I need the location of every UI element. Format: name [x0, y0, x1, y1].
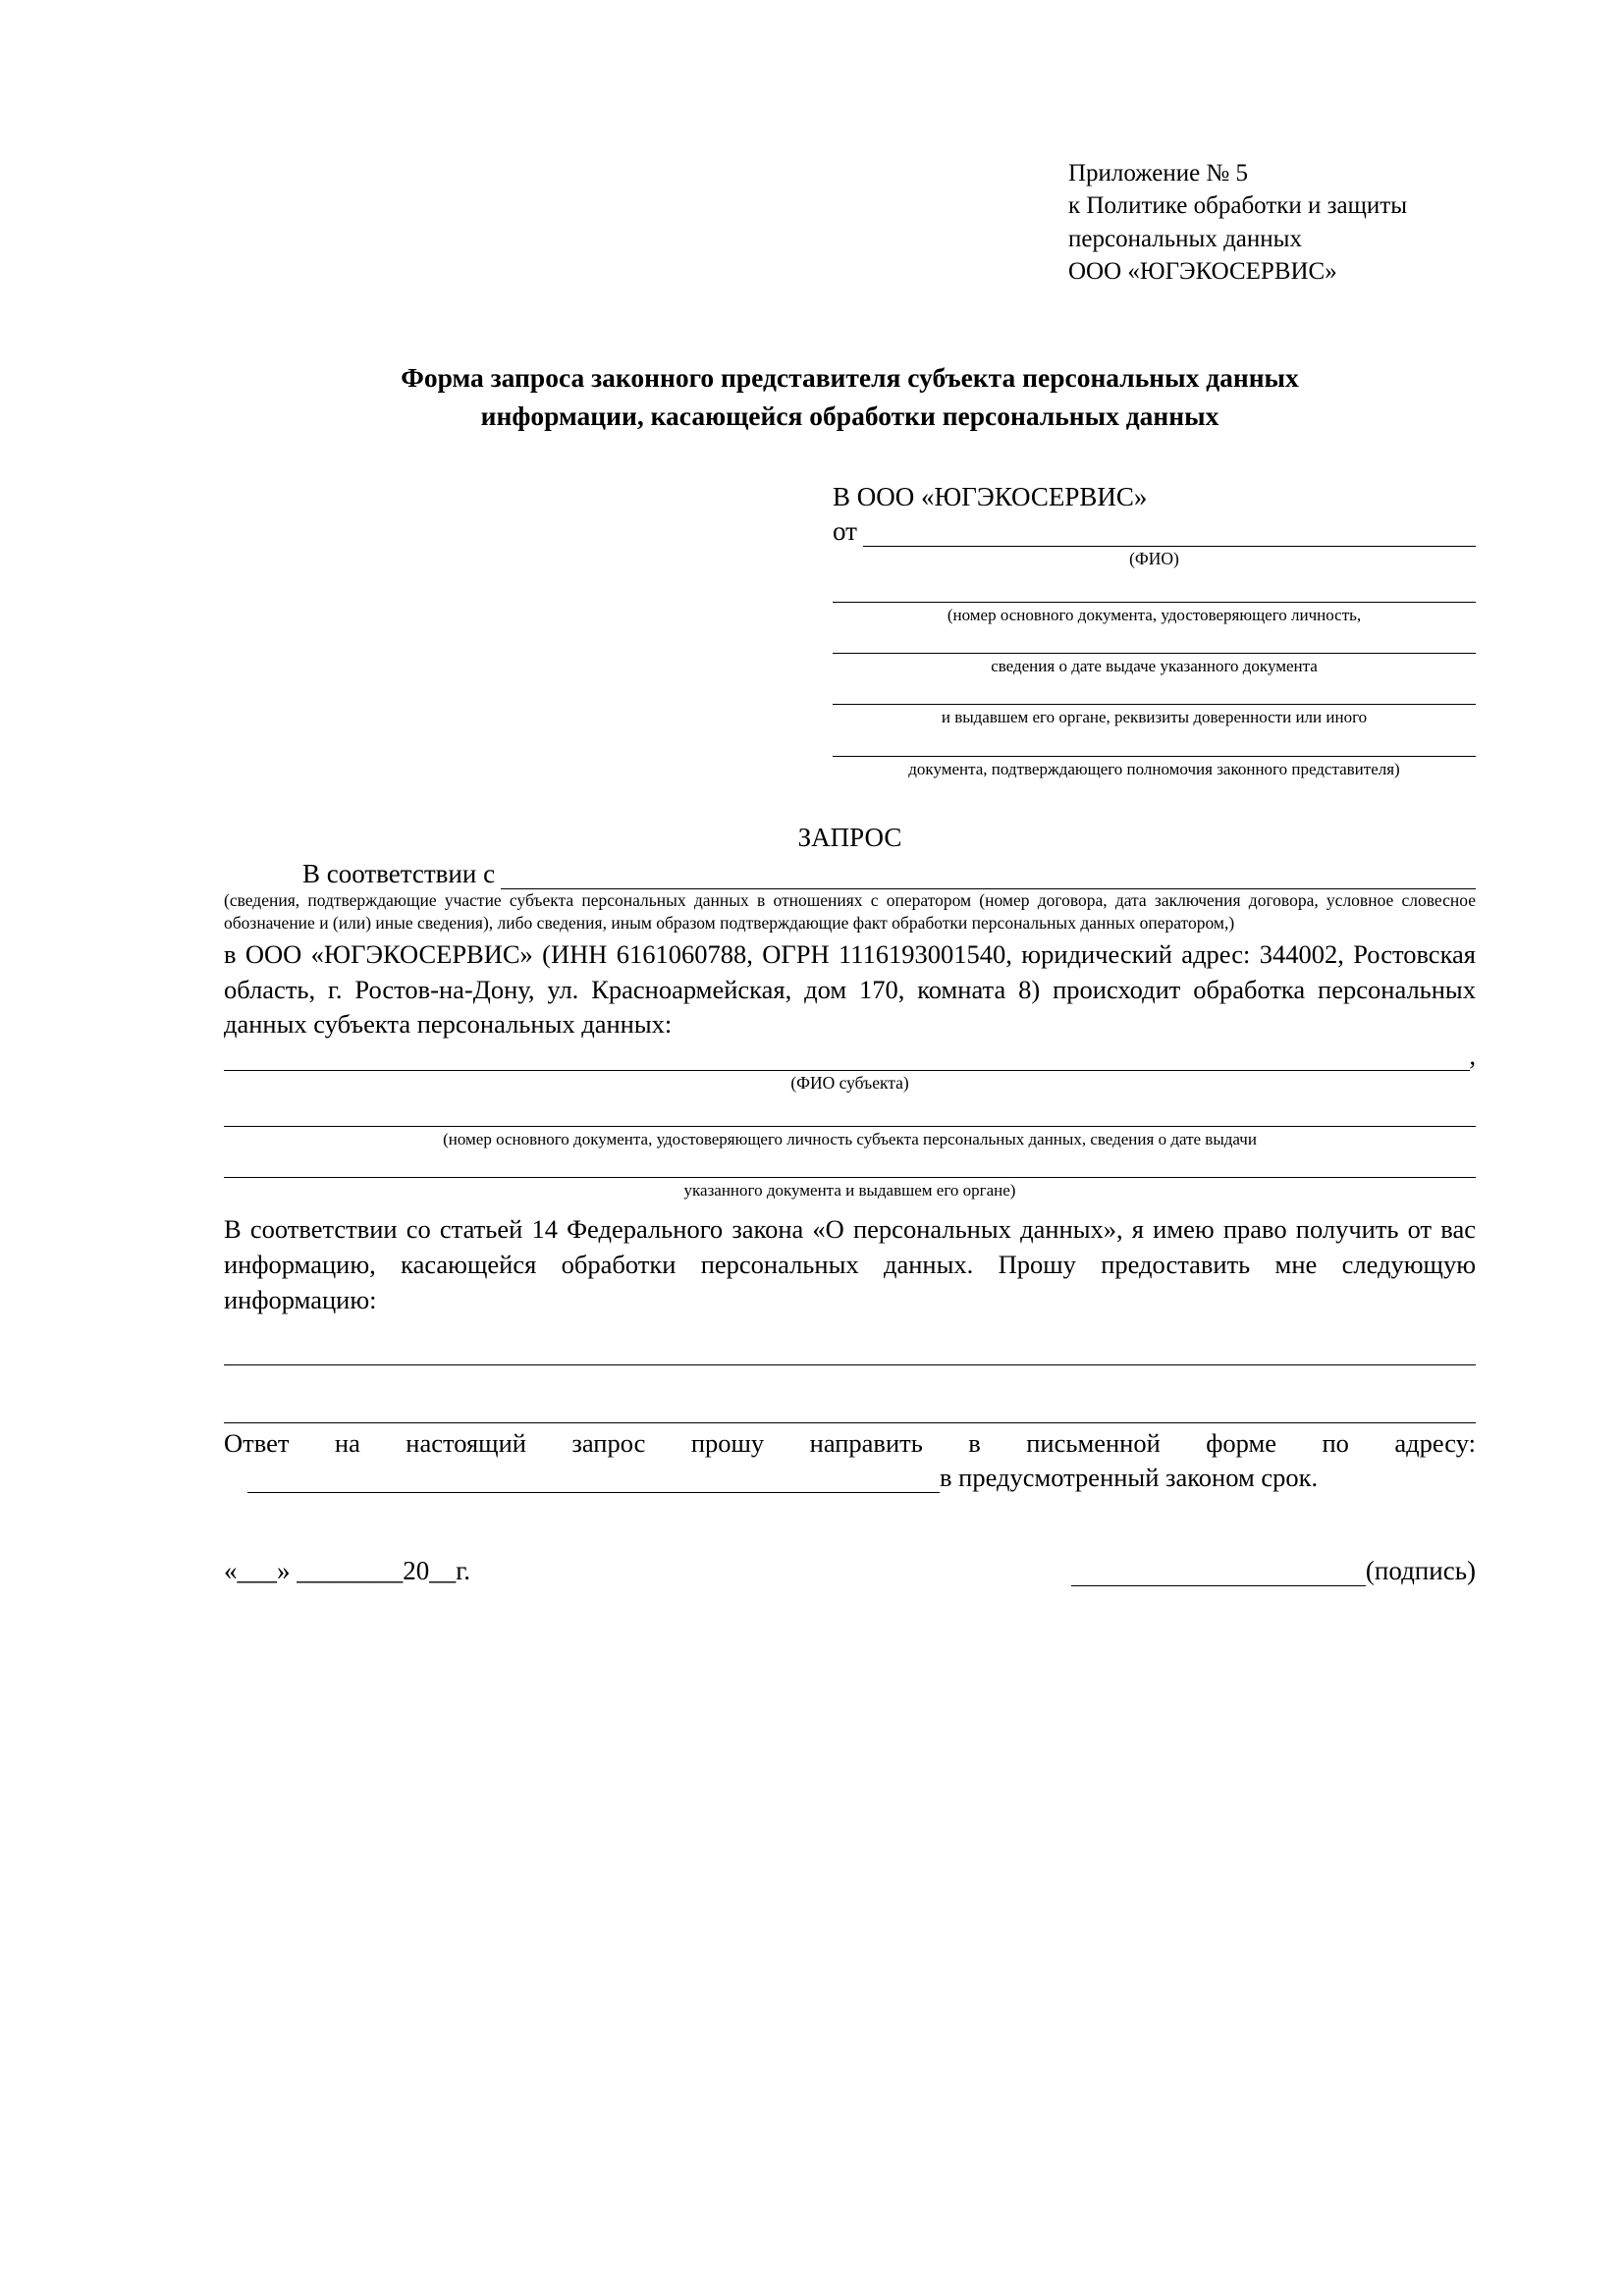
issuer-caption: и выдавшем его органе, реквизиты доверенности или иного [941, 708, 1368, 727]
from-block [833, 516, 1476, 779]
signature-field [1071, 1556, 1476, 1586]
addressee-organization: В ООО «ЮГЭКОСЕРВИС» [833, 482, 1148, 512]
issue-date-caption: сведения о дате выдаче указанного документа [991, 657, 1318, 676]
document-number-input[interactable] [833, 580, 1476, 603]
signature-input[interactable] [1071, 1566, 1366, 1586]
signature-row [224, 1556, 1476, 1586]
from-row [833, 516, 1476, 547]
in-accordance-input[interactable] [501, 867, 1476, 889]
subject-fio-comma: , [1469, 1041, 1476, 1071]
addressee-block [833, 482, 1476, 512]
subject-fio-caption: (ФИО субъекта) [790, 1073, 909, 1094]
document-content [224, 157, 1476, 1586]
requested-info-input-2[interactable] [224, 1401, 1476, 1423]
header-line-3: персональных данных [1068, 225, 1302, 252]
from-fio-caption: (ФИО) [1129, 549, 1179, 569]
authority-document-input[interactable] [833, 734, 1476, 757]
request-heading: ЗАПРОС [797, 822, 902, 852]
title-line-2: информации, касающейся обработки персональных данных [480, 400, 1219, 432]
organization-paragraph: в ООО «ЮГЭКОСЕРВИС» (ИНН 6161060788, ОГРН 1116193001540, юридический адрес: 344002, Ростовская область, г. Ростов-на-Дону, ул. Красноармейская, дом 170, комната 8) происходит обработка персональных данных субъекта персональных данных: [224, 939, 1476, 1039]
requested-info-input-1[interactable] [224, 1343, 1476, 1365]
in-accordance-label: В соответствии с [302, 858, 496, 888]
document-number-caption: (номер основного документа, удостоверяющего личность, [947, 605, 1362, 624]
header-line-1: Приложение № 5 [1068, 160, 1249, 187]
request-fineprint-text: (сведения, подтверждающие участие субъекта персональных данных в отношениях с оператором (номер договора, дата заключения договора, условное словесное обозначение и (или) иные сведения), либо сведения, иным образом подтверждающие факт обработки персональных данных оператором,) [224, 889, 1476, 933]
answer-address-input[interactable] [247, 1472, 940, 1493]
subject-document-caption-2: указанного документа и выдавшем его органе) [683, 1181, 1016, 1201]
request-fineprint [224, 889, 1476, 934]
issue-date-input[interactable] [833, 631, 1476, 654]
header-line-2: к Политике обработки и защиты [1068, 192, 1408, 220]
date-line[interactable]: «___» ________20__г. [224, 1555, 471, 1585]
answer-address-tail: в предусмотренный законом срок. [940, 1462, 1319, 1492]
authority-document-caption: документа, подтверждающего полномочия законного представителя) [908, 759, 1400, 778]
subject-document-caption: (номер основного документа, удостоверяющего личность субъекта персональных данных, сведения о дате выдачи [443, 1130, 1257, 1149]
answer-paragraph: Ответ на настоящий запрос прошу направить в письменной форме по адресу: [224, 1427, 1476, 1458]
from-fio-input[interactable] [863, 524, 1476, 547]
signature-label: (подпись) [1365, 1555, 1476, 1585]
subject-document-input[interactable] [224, 1104, 1476, 1127]
subject-fio-row [224, 1041, 1476, 1071]
document-header [1068, 157, 1476, 288]
subject-fio-input[interactable] [224, 1048, 1470, 1071]
subject-document-input-2[interactable] [224, 1155, 1476, 1178]
page-title [224, 358, 1476, 435]
issuer-input[interactable] [833, 682, 1476, 705]
answer-address-row [224, 1463, 1476, 1493]
header-line-4: ООО «ЮГЭКОСЕРВИС» [1068, 257, 1337, 285]
in-accordance-row [224, 859, 1476, 889]
from-label: от [833, 516, 857, 547]
title-line-1: Форма запроса законного представителя субъекта персональных данных [401, 362, 1299, 393]
law-paragraph: В соответствии со статьей 14 Федерального закона «О персональных данных», я имею право получить от вас информацию, касающейся обработки персональных данных. Прошу предоставить мне следующую информацию: [224, 1213, 1476, 1314]
